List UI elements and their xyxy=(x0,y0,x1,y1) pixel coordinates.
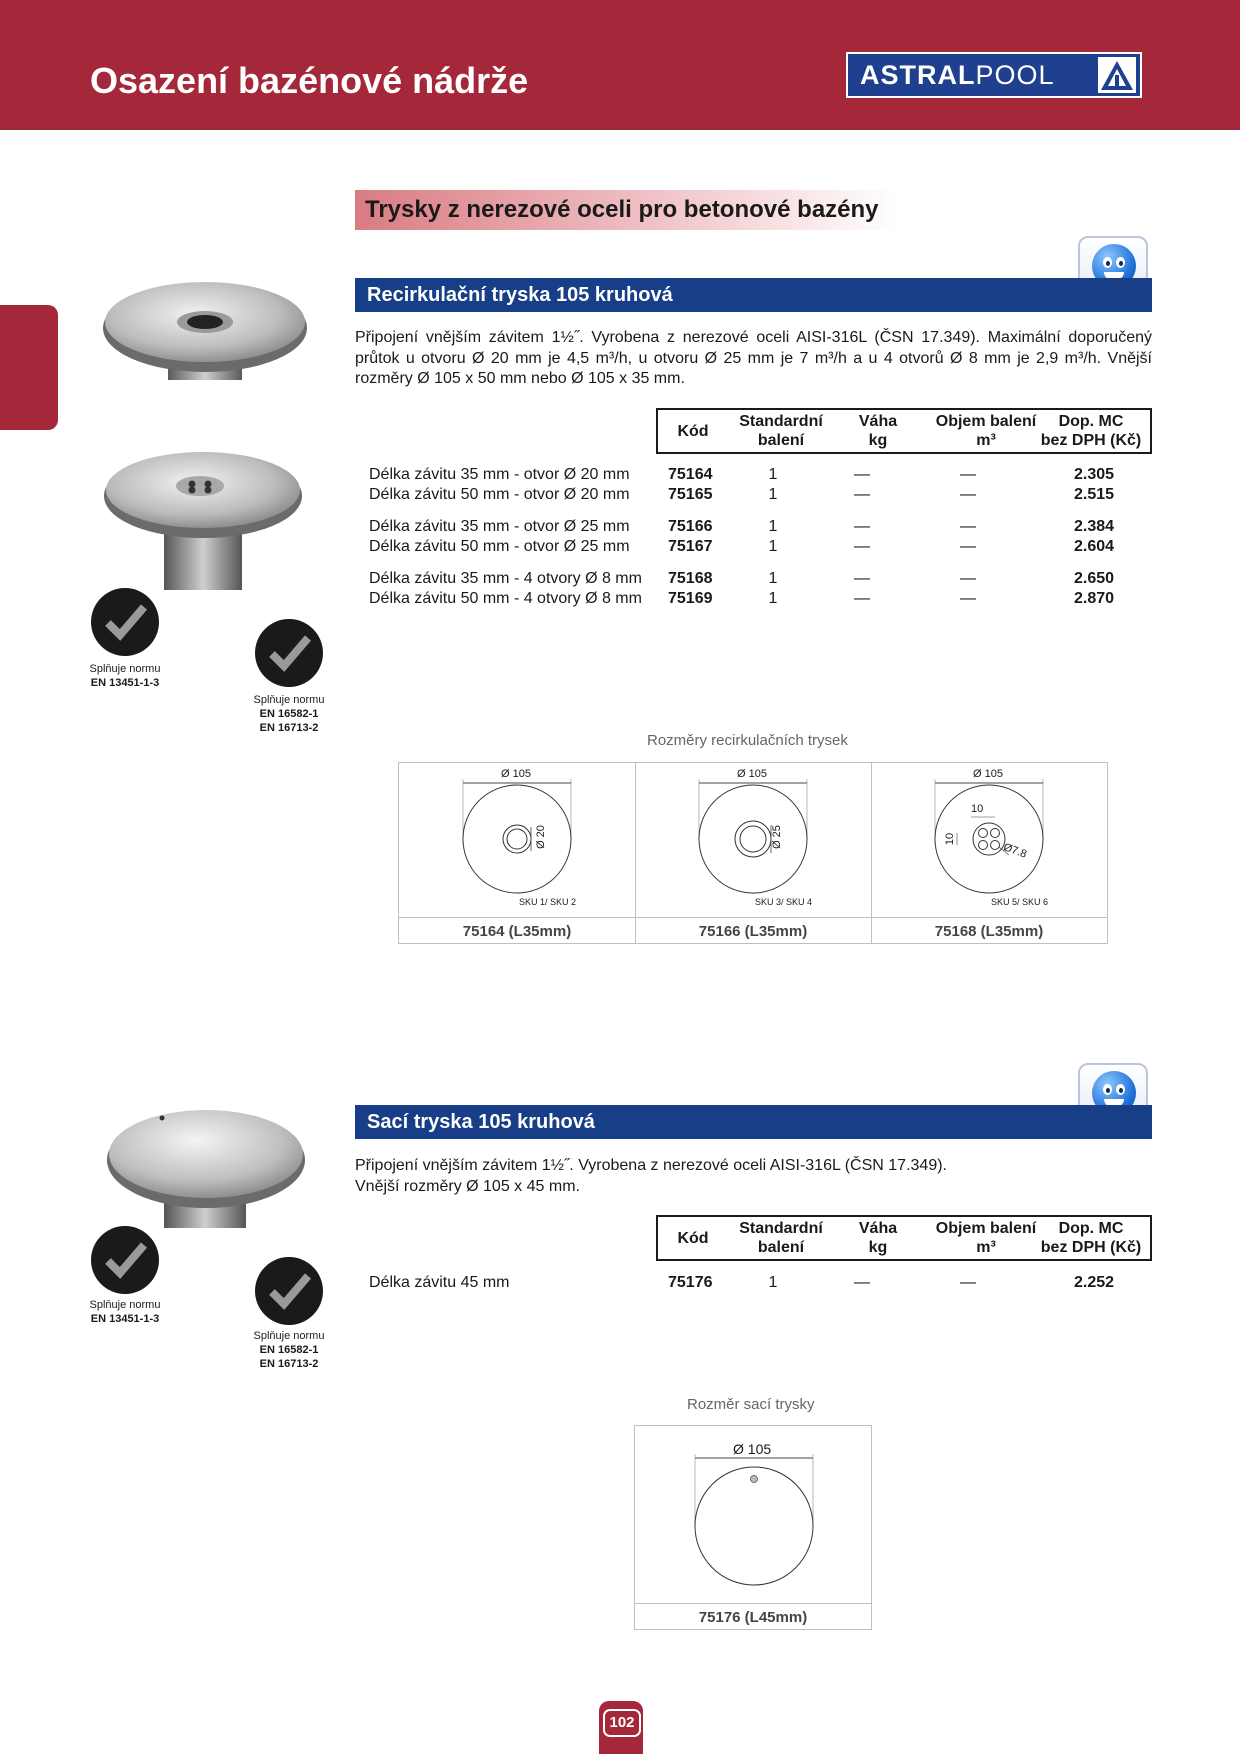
cell-code: 75166 xyxy=(668,518,713,535)
product-description-suction: Připojení vnějším závitem 1½˝. Vyrobena z nerezové oceli AISI-316L (ČSN 17.349). Vnější rozměry Ø 105 x 45 mm. xyxy=(355,1157,947,1195)
une-en-13451-certification-stamp-2 xyxy=(90,1225,160,1295)
table-row xyxy=(0,590,1240,610)
cell-code: 75176 xyxy=(668,1274,713,1291)
cell-desc: Délka závitu 35 mm - otvor Ø 20 mm xyxy=(369,466,630,483)
cell-code: 75164 xyxy=(668,466,713,483)
chapter-tab xyxy=(0,305,58,430)
price-table-header-2: Kód Standardní balení Váha kg Objem balení m³ Dop. MC bez DPH (Kč) xyxy=(656,1215,1152,1261)
astralpool-logo: ASTRAL POOL xyxy=(846,52,1142,98)
une-en-13451-certification-stamp xyxy=(90,587,160,657)
cell-weight: — xyxy=(854,486,870,503)
table-row xyxy=(0,466,1240,486)
cell-volume: — xyxy=(960,570,976,587)
drawing-label-75164: 75164 (L35mm) xyxy=(462,923,572,940)
cell-code: 75168 xyxy=(668,570,713,587)
page-header xyxy=(0,0,1240,130)
cell-volume: — xyxy=(960,518,976,535)
une-en-16582-certification-stamp xyxy=(254,618,324,688)
cell-desc: Délka závitu 50 mm - 4 otvory Ø 8 mm xyxy=(369,590,642,607)
cell-std: 1 xyxy=(768,518,778,535)
dimensions-caption-recirculation: Rozměry recirkulačních trysek xyxy=(647,732,848,749)
dimension-drawings-recirculation: Ø 105 Ø 20 SKU 1/ SKU 2 75164 (L35mm) Ø 105 Ø 25 SKU 3/ SKU 4 75166 (L35mm) Ø 105 10 10 Ø7.8 SKU 5/ SKU 6 75168 (L35mm) xyxy=(398,762,1108,944)
cell-std: 1 xyxy=(768,590,778,607)
cell-desc: Délka závitu 35 mm - otvor Ø 25 mm xyxy=(369,518,630,535)
cert-13451-text: Splňuje normu EN 13451-1-3 xyxy=(89,663,161,689)
cell-weight: — xyxy=(854,466,870,483)
cell-code: 75165 xyxy=(668,486,713,503)
cell-volume: — xyxy=(960,486,976,503)
cell-std: 1 xyxy=(768,1274,778,1291)
drawing-75168 xyxy=(871,763,1107,917)
cert-13451-text-2: Splňuje normu EN 13451-1-3 xyxy=(89,1299,161,1325)
une-en-16582-certification-stamp-2 xyxy=(254,1256,324,1326)
cell-code: 75167 xyxy=(668,538,713,555)
table-row xyxy=(0,486,1240,506)
cell-desc: Délka závitu 35 mm - 4 otvory Ø 8 mm xyxy=(369,570,642,587)
cell-desc: Délka závitu 45 mm xyxy=(369,1274,510,1291)
cell-volume: — xyxy=(960,590,976,607)
dimensions-caption-suction: Rozměr sací trysky xyxy=(687,1396,815,1413)
cell-weight: — xyxy=(854,538,870,555)
page-number: 102 xyxy=(599,1701,643,1754)
product-description-recirculation: Připojení vnějším závitem 1½˝. Vyrobena z nerezové oceli AISI-316L (ČSN 17.349). Maximální doporučený průtok u otvoru Ø 20 mm je 4,5 m³/h, u otvoru Ø 25 mm je 7 m³/h a u 4 otvorů Ø 8 mm je 2,9 m³/h. Vnější rozměry Ø 105 x 50 mm nebo Ø 105 x 35 mm. xyxy=(355,329,1152,387)
table-row xyxy=(0,518,1240,538)
cell-price: 2.305 xyxy=(1073,466,1115,483)
table-row xyxy=(0,538,1240,558)
cell-volume: — xyxy=(960,466,976,483)
astralpool-triangle-icon xyxy=(1098,57,1136,93)
product-title-suction: Sací tryska 105 kruhová xyxy=(355,1105,1152,1139)
cell-std: 1 xyxy=(768,538,778,555)
cell-weight: — xyxy=(854,518,870,535)
cell-volume: — xyxy=(960,1274,976,1291)
cell-std: 1 xyxy=(768,570,778,587)
cell-desc: Délka závitu 50 mm - otvor Ø 20 mm xyxy=(369,486,630,503)
drawing-75166 xyxy=(635,763,871,917)
cell-price: 2.650 xyxy=(1073,570,1115,587)
cell-weight: — xyxy=(854,1274,870,1291)
cell-weight: — xyxy=(854,570,870,587)
drawing-label-75176: 75176 (L45mm) xyxy=(698,1609,808,1626)
cert-16582-text: Splňuje normu EN 16582-1 EN 16713-2 xyxy=(253,694,325,734)
cell-weight: — xyxy=(854,590,870,607)
price-table-header: Kód Standardní balení Váha kg Objem balení m³ Dop. MC bez DPH (Kč) xyxy=(656,408,1152,454)
cell-price: 2.252 xyxy=(1073,1274,1115,1291)
suction-nozzle-photo xyxy=(106,1106,306,1236)
dimension-drawing-suction: Ø 105 75176 (L45mm) xyxy=(634,1425,872,1630)
recirculation-nozzle-photo-single-hole xyxy=(100,280,310,405)
cell-price: 2.515 xyxy=(1073,486,1115,503)
cell-std: 1 xyxy=(768,466,778,483)
cell-price: 2.384 xyxy=(1073,518,1115,535)
cell-desc: Délka závitu 50 mm - otvor Ø 25 mm xyxy=(369,538,630,555)
table-row xyxy=(0,1274,1240,1294)
cell-code: 75169 xyxy=(668,590,713,607)
drawing-label-75168: 75168 (L35mm) xyxy=(934,923,1044,940)
cell-std: 1 xyxy=(768,486,778,503)
cell-price: 2.604 xyxy=(1073,538,1115,555)
cell-volume: — xyxy=(960,538,976,555)
table-row xyxy=(0,570,1240,590)
drawing-label-75166: 75166 (L35mm) xyxy=(698,923,808,940)
product-title-recirculation: Recirkulační tryska 105 kruhová xyxy=(355,278,1152,312)
drawing-75164 xyxy=(399,763,635,917)
section-title: Trysky z nerezové oceli pro betonové bazény xyxy=(355,190,900,230)
page-title: Osazení bazénové nádrže xyxy=(90,60,529,101)
cell-price: 2.870 xyxy=(1073,590,1115,607)
cert-16582-text-2: Splňuje normu EN 16582-1 EN 16713-2 xyxy=(253,1330,325,1370)
